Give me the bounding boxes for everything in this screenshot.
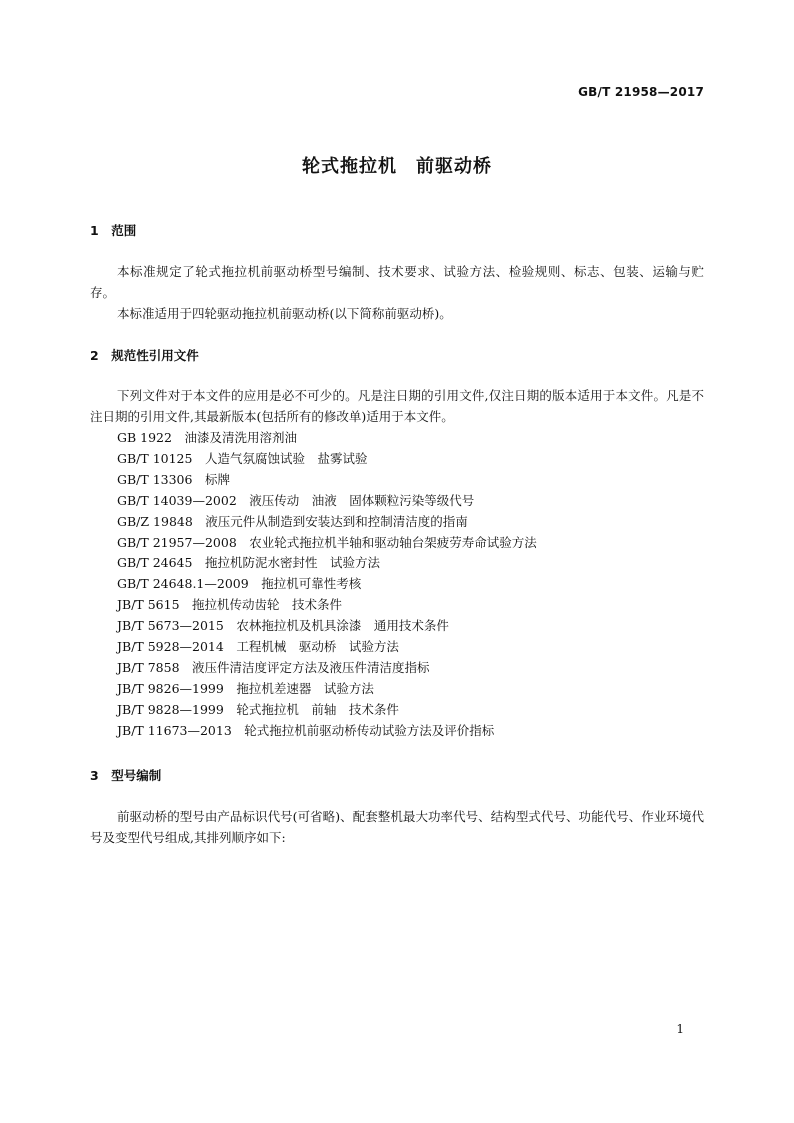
section-heading-normative-references: 2 规范性引用文件 (90, 348, 199, 363)
reference-item: JB/T 5928—2014 工程机械 驱动桥 试验方法 (117, 639, 399, 655)
reference-item: GB/Z 19848 液压元件从制造到安装达到和控制清洁度的指南 (117, 513, 468, 529)
reference-item: GB/T 13306 标牌 (117, 471, 230, 487)
reference-item: GB/T 24648.1—2009 拖拉机可靠性考核 (117, 576, 362, 592)
scope-paragraph-1: 本标准规定了轮式拖拉机前驱动桥型号编制、技术要求、试验方法、检验规则、标志、包装、运输与贮存。 (90, 264, 704, 300)
reference-item: JB/T 11673—2013 轮式拖拉机前驱动桥传动试验方法及评价指标 (117, 722, 495, 738)
reference-item: GB/T 24645 拖拉机防泥水密封性 试验方法 (117, 555, 380, 571)
reference-item: GB 1922 油漆及清洗用溶剂油 (117, 430, 297, 445)
section-heading-scope: 1 范围 (90, 223, 137, 238)
reference-item: GB/T 21957—2008 农业轮式拖拉机半轴和驱动轴台架疲劳寿命试验方法 (117, 534, 537, 550)
model-designation-paragraph: 前驱动桥的型号由产品标识代号(可省略)、配套整机最大功率代号、结构型式代号、功能代号、作业环境代号及变型代号组成,其排列顺序如下: (90, 809, 704, 845)
standard-code: GB/T 21958—2017 (578, 85, 704, 99)
reference-item: GB/T 14039—2002 液压传动 油液 固体颗粒污染等级代号 (117, 492, 475, 508)
reference-item: JB/T 5673—2015 农林拖拉机及机具涂漆 通用技术条件 (117, 618, 449, 634)
document-title: 轮式拖拉机 前驱动桥 (302, 156, 492, 177)
reference-item: GB/T 10125 人造气氛腐蚀试验 盐雾试验 (117, 450, 368, 466)
page-number: 1 (676, 1022, 684, 1036)
references-intro-paragraph: 下列文件对于本文件的应用是必不可少的。凡是注日期的引用文件,仅注日期的版本适用于本文件。凡是不注日期的引用文件,其最新版本(包括所有的修改单)适用于本文件。 (90, 388, 704, 424)
scope-paragraph-2: 本标准适用于四轮驱动拖拉机前驱动桥(以下简称前驱动桥)。 (117, 306, 452, 321)
reference-item: JB/T 5615 拖拉机传动齿轮 技术条件 (117, 597, 343, 613)
reference-item: JB/T 7858 液压件清洁度评定方法及液压件清洁度指标 (117, 659, 430, 675)
section-heading-model-designation: 3 型号编制 (90, 768, 162, 783)
reference-item: JB/T 9826—1999 拖拉机差速器 试验方法 (117, 680, 374, 696)
reference-item: JB/T 9828—1999 轮式拖拉机 前轴 技术条件 (117, 701, 399, 717)
reference-list (117, 428, 537, 742)
